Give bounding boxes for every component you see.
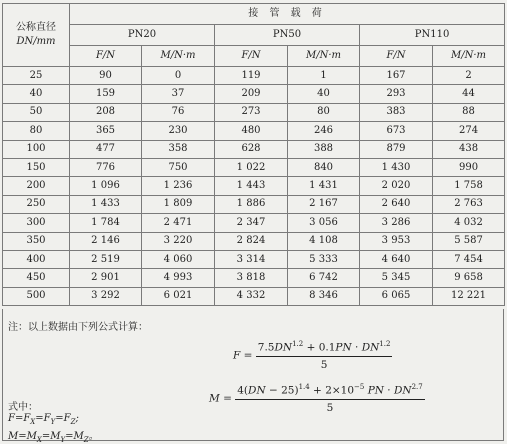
force-header: F/N [360, 46, 433, 67]
value-cell: 2 763 [433, 195, 505, 213]
value-cell: 3 286 [360, 214, 433, 232]
dn-cell: 100 [3, 140, 70, 158]
table-row [3, 122, 505, 140]
dn-header-label: 公称直径 [16, 22, 56, 33]
force-definition-text: F=F [8, 413, 31, 424]
value-cell: 6 742 [288, 269, 360, 287]
value-cell: 1 [288, 67, 360, 85]
table-row [3, 140, 505, 158]
value-cell: 274 [433, 122, 505, 140]
value-cell: 4 332 [215, 287, 288, 305]
value-cell: 90 [70, 67, 142, 85]
value-cell: 8 346 [288, 287, 360, 305]
table-row [3, 177, 505, 195]
dn-cell: 25 [3, 67, 70, 85]
table-row [3, 250, 505, 268]
value-cell: 167 [360, 67, 433, 85]
table-row [3, 287, 505, 305]
value-cell: 76 [142, 103, 215, 121]
value-cell: 6 021 [142, 287, 215, 305]
moment-header: M/N·m [288, 46, 360, 67]
dn-cell: 80 [3, 122, 70, 140]
value-cell: 246 [288, 122, 360, 140]
table-row [3, 85, 505, 103]
value-cell: 383 [360, 103, 433, 121]
moment-header: M/N·m [142, 46, 215, 67]
value-cell: 2 640 [360, 195, 433, 213]
value-cell: 80 [288, 103, 360, 121]
table-row [3, 158, 505, 176]
table-body [3, 67, 505, 306]
value-cell: 358 [142, 140, 215, 158]
value-cell: 293 [360, 85, 433, 103]
value-cell: 4 032 [433, 214, 505, 232]
dn-cell: 350 [3, 232, 70, 250]
value-cell: 1 758 [433, 177, 505, 195]
value-cell: 477 [70, 140, 142, 158]
value-cell: 7 454 [433, 250, 505, 268]
table-row [3, 67, 505, 85]
value-cell: 1 886 [215, 195, 288, 213]
value-cell: 88 [433, 103, 505, 121]
value-cell: 1 433 [70, 195, 142, 213]
dn-header-unit: DN/mm [16, 36, 56, 47]
value-cell: 4 640 [360, 250, 433, 268]
value-cell: 776 [70, 158, 142, 176]
force-formula: F = $\frac{7.5DN^{1.2} + 0.1PN \cdot DN^{1.2}}{5}$ [233, 340, 391, 371]
value-cell: 4 060 [142, 250, 215, 268]
note-section [2, 309, 504, 444]
value-cell: 5 587 [433, 232, 505, 250]
value-cell: 6 065 [360, 287, 433, 305]
dn-header [3, 4, 70, 67]
value-cell: 3 818 [215, 269, 288, 287]
value-cell: 5 333 [288, 250, 360, 268]
note-where: 式中： [8, 402, 38, 413]
value-cell: 2 901 [70, 269, 142, 287]
pn110-header: PN110 [360, 25, 505, 46]
value-cell: 1 784 [70, 214, 142, 232]
value-cell: 365 [70, 122, 142, 140]
value-cell: 990 [433, 158, 505, 176]
force-header: F/N [70, 46, 142, 67]
value-cell: 2 [433, 67, 505, 85]
force-header: F/N [215, 46, 288, 67]
value-cell: 12 221 [433, 287, 505, 305]
value-cell: 3 314 [215, 250, 288, 268]
table-row [3, 232, 505, 250]
dn-cell: 40 [3, 85, 70, 103]
moment-header: M/N·m [433, 46, 505, 67]
value-cell: 480 [215, 122, 288, 140]
value-cell: 37 [142, 85, 215, 103]
value-cell: 208 [70, 103, 142, 121]
value-cell: 1 236 [142, 177, 215, 195]
value-cell: 628 [215, 140, 288, 158]
force-definition: $F=F_X=F_Y=F_Z$; [8, 413, 79, 426]
table-row [3, 195, 505, 213]
pn50-header: PN50 [215, 25, 360, 46]
dn-cell: 250 [3, 195, 70, 213]
value-cell: 388 [288, 140, 360, 158]
value-cell: 673 [360, 122, 433, 140]
table-row [3, 103, 505, 121]
value-cell: 5 345 [360, 269, 433, 287]
value-cell: 2 167 [288, 195, 360, 213]
value-cell: 2 471 [142, 214, 215, 232]
value-cell: 1 431 [288, 177, 360, 195]
value-cell: 2 519 [70, 250, 142, 268]
value-cell: 750 [142, 158, 215, 176]
value-cell: 840 [288, 158, 360, 176]
dn-cell: 200 [3, 177, 70, 195]
pn20-header: PN20 [70, 25, 215, 46]
value-cell: 1 809 [142, 195, 215, 213]
table-row [3, 214, 505, 232]
value-cell: 9 658 [433, 269, 505, 287]
value-cell: 44 [433, 85, 505, 103]
value-cell: 2 020 [360, 177, 433, 195]
group-header: 接 管 载 荷 [70, 4, 505, 25]
moment-formula: M = $\frac{4(DN - 25)^{1.4} + 2\times 10^{-5} PN \cdot DN^{2.7}}{5}$ [209, 383, 423, 414]
value-cell: 230 [142, 122, 215, 140]
dn-cell: 300 [3, 214, 70, 232]
value-cell: 2 347 [215, 214, 288, 232]
value-cell: 209 [215, 85, 288, 103]
value-cell: 1 022 [215, 158, 288, 176]
value-cell: 879 [360, 140, 433, 158]
dn-cell: 500 [3, 287, 70, 305]
note-intro: 注：以上数据由下列公式计算： [8, 322, 148, 333]
value-cell: 1 096 [70, 177, 142, 195]
value-cell: 1 443 [215, 177, 288, 195]
value-cell: 4 108 [288, 232, 360, 250]
dn-cell: 50 [3, 103, 70, 121]
value-cell: 159 [70, 85, 142, 103]
value-cell: 3 953 [360, 232, 433, 250]
dn-cell: 150 [3, 158, 70, 176]
value-cell: 273 [215, 103, 288, 121]
value-cell: 1 430 [360, 158, 433, 176]
dn-cell: 400 [3, 250, 70, 268]
value-cell: 3 056 [288, 214, 360, 232]
value-cell: 0 [142, 67, 215, 85]
moment-definition-text: M=M [8, 431, 37, 442]
value-cell: 119 [215, 67, 288, 85]
nozzle-load-table [2, 3, 505, 306]
moment-definition: $M=M_X=M_Y=M_Z$。 [8, 431, 99, 444]
table-row [3, 269, 505, 287]
value-cell: 2 146 [70, 232, 142, 250]
value-cell: 438 [433, 140, 505, 158]
value-cell: 4 993 [142, 269, 215, 287]
value-cell: 2 824 [215, 232, 288, 250]
dn-cell: 450 [3, 269, 70, 287]
value-cell: 40 [288, 85, 360, 103]
value-cell: 3 220 [142, 232, 215, 250]
value-cell: 3 292 [70, 287, 142, 305]
